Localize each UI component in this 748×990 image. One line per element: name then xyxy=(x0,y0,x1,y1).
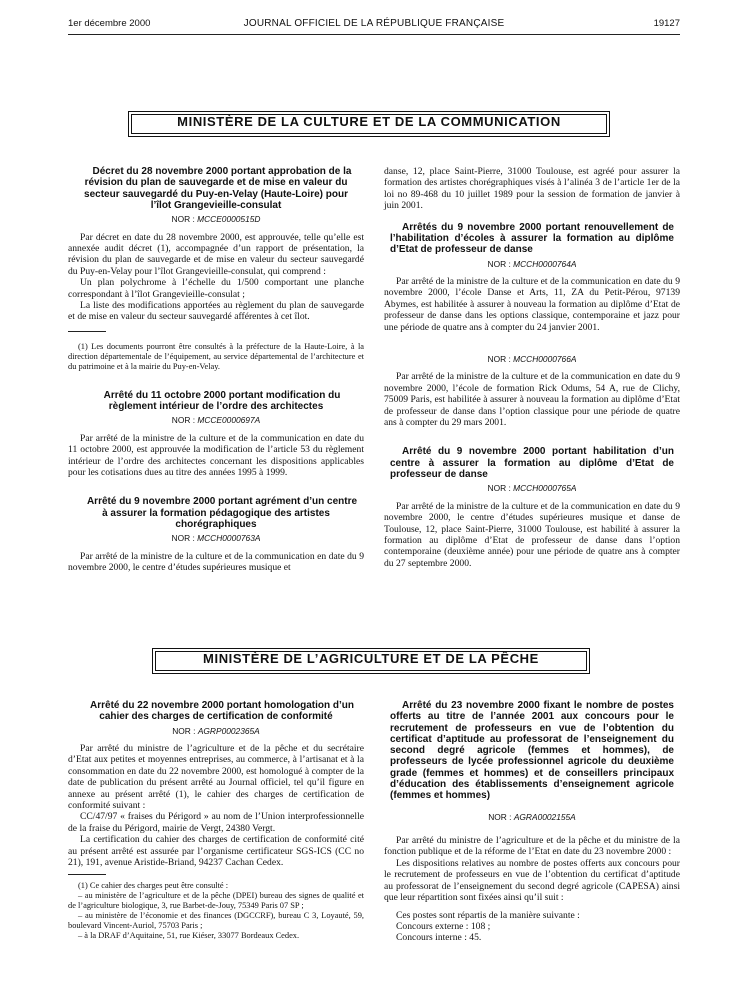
arrete-habilitation-nor: NOR : MCCH0000765A xyxy=(487,483,577,494)
column-agriculture-right xyxy=(384,700,680,944)
arrete-homologation-para-3: La certification du cahier des charges de certification de conformité cité au présent arrêté est assurée par l’organisme certificateur SGS-ICS (CC no 21), 191, avenue Aristide-Briand, 94237 Cachan Cedex. xyxy=(68,834,364,869)
arrete-concours-externe: Concours externe : 108 ; xyxy=(396,920,491,932)
decree-puy-nor: NOR : MCCE0000515D xyxy=(171,214,261,225)
arrete-choregraphiques-continued: danse, 12, place Saint-Pierre, 31000 Toulouse, est agréé pour assurer la formation des artistes chorégraphiques visés à l’alinéa 3 de l’article 1er de la loi no 89-468 du 10 juillet 1989 pour la session de formation de janvier à juin 2001. xyxy=(384,166,680,212)
arrete-concours-interne: Concours interne : 45. xyxy=(396,932,482,944)
arrete-habilitation-para: Par arrêté de la ministre de la culture et de la communication en date du 9 novembre 2000, le centre d’études supérieures musique et danse de Toulouse, 12, place Saint-Pierre, 31000 Toulouse, est habilité à assurer la formation au diplôme d’Etat de professeur de danse dans l’option contemporaine (deuxième année) pour une période de quatre ans à compter du 27 septembre 2000. xyxy=(384,500,680,569)
arrete-homologation-title: Arrêté du 22 novembre 2000 portant homologation d’un cahier des charges de certification de conformité xyxy=(90,700,354,723)
decree-puy-para-3: La liste des modifications apportées au règlement du plan de sauvegarde et de mise en valeur du secteur sauvegardé afférentes à cet îlot. xyxy=(68,300,364,323)
ministry-culture-title: MINISTÈRE DE LA CULTURE ET DE LA COMMUNICATION xyxy=(177,114,561,129)
arretes-renouvellement-nor: NOR : MCCH0000764A xyxy=(487,258,577,269)
arrete-homologation-footnote: (1) Ce cahier des charges peut être consulté : – au ministère de l’agriculture et de la pêche (DPEI) bureau des signes de qualité et de l’agriculture biologique, 3, rue Barbet-de-Jouy, 75349 Paris 07 SP ; – au ministère de l’économie et des finances (DGCCRF), bureau C 3, Loyauté, 59, boulevard Vincent-Auriol, 75703 Paris ; – à la DRAF d’Aquitaine, 51, rue Kiéser, 33077 Bordeaux Cedex. xyxy=(68,881,364,941)
arrete-concours-title: Arrêté du 23 novembre 2000 fixant le nombre de postes offerts au titre de l’année 2001 aux concours pour le recrutement de professeurs en vue de l’obtention du certificat d’aptitude au professorat de l’enseignement du second degré agricole (femmes et hommes), de professeurs de lycée professionnel agricole du deuxième grade (femmes et hommes) et de conseillers principaux d’éducation des établissements d’enseignement agricole (femmes et hommes) xyxy=(390,700,674,802)
arrete-architectes-title: Arrêté du 11 octobre 2000 portant modification du règlement intérieur de l’ordre des architectes xyxy=(103,389,341,413)
arrete-concours-para-2: Les dispositions relatives au nombre de postes offerts aux concours pour le recrutement de professeurs en vue de l’obtention du certificat d’aptitude au professorat de l’enseignement du second degré agricole (CAPESA) ainsi que leur répartition sont fixées ainsi qu’il suit : xyxy=(384,857,680,904)
header-date: 1er décembre 2000 xyxy=(68,18,151,29)
arrete-rick-odums-nor: NOR : MCCH0000766A xyxy=(487,353,577,364)
arrete-choregraphiques-nor: NOR : MCCH0000763A xyxy=(171,533,261,544)
arretes-renouvellement-title: Arrêtés du 9 novembre 2000 portant renouvellement de l’habilitation d’écoles à assurer la formation au diplôme d’Etat de professeur de danse xyxy=(390,221,674,256)
ministry-agriculture-title: MINISTÈRE DE L’AGRICULTURE ET DE LA PÊCHE xyxy=(203,651,539,666)
arrete-concours-para-3: Ces postes sont répartis de la manière suivante : xyxy=(396,909,580,921)
ministry-culture-heading xyxy=(128,111,610,137)
header-rule xyxy=(68,34,680,35)
arrete-rick-odums-para: Par arrêté de la ministre de la culture et de la communication en date du 9 novembre 2000, l’école de formation Rick Odums, 54 A, rue de Clichy, 75009 Paris, est habilitée à assurer à nouveau la formation au diplôme d’Etat de professeur de danse dans l’option classique pour une période de quatre ans à compter du 29 mars 2001. xyxy=(384,371,680,428)
arrete-choregraphiques-title: Arrêté du 9 novembre 2000 portant agrément d’un centre à assurer la formation pédagogique des artistes chorégraphiques xyxy=(86,496,358,531)
header-page-number: 19127 xyxy=(653,18,680,29)
decree-puy-footnote: (1) Les documents pourront être consultés à la préfecture de la Haute-Loire, à la direction départementale de l’équipement, au service départemental de l’architecture et du patrimoine et à la mairie du Puy-en-Velay. xyxy=(68,341,364,371)
arrete-architectes-nor: NOR : MCCE0000697A xyxy=(171,415,261,426)
arrete-choregraphiques-para: Par arrêté de la ministre de la culture et de la communication en date du 9 novembre 2000, le centre d’études supérieures musique et xyxy=(68,550,364,574)
arrete-concours-nor: NOR : AGRA0002155A xyxy=(488,811,576,822)
arrete-concours-para-1: Par arrêté du ministre de l’agriculture et de la pêche et du ministre de la fonction publique et de la réforme de l’Etat en date du 23 novembre 2000 : xyxy=(384,835,680,858)
footnote-divider xyxy=(68,331,106,332)
decree-puy-en-velay-title: Décret du 28 novembre 2000 portant approbation de la révision du plan de sauvegarde et de mise en valeur du secteur sauvegardé du Puy-en-Velay (Haute-Loire) pour l’îlot Grangevieille-consulat xyxy=(84,166,352,211)
column-culture-right xyxy=(384,166,680,569)
footnote-divider xyxy=(68,874,106,875)
header-journal-title: JOURNAL OFFICIEL DE LA RÉPUBLIQUE FRANÇAISE xyxy=(243,18,505,29)
column-culture-left xyxy=(68,166,364,574)
arrete-homologation-para-2: CC/47/97 « fraises du Périgord » au nom de l’Union interprofessionnelle de la fraise du Périgord, mairie de Vergt, 24380 Vergt. xyxy=(68,811,364,834)
decree-puy-para-1: Par décret en date du 28 novembre 2000, est approuvée, telle qu’elle est annexée audit décret (1), accompagnée d’un rapport de présentation, la révision du plan de sauvegarde et de mise en valeur du secteur sauvegardé du Puy-en-Velay pour l’îlot Grangevieille-consulat, qui comprend : xyxy=(68,231,364,277)
decree-puy-para-2: Un plan polychrome à l’échelle du 1/500 comportant une planche correspondant à l’îlot Grangevieille-consulat ; xyxy=(68,277,364,300)
column-agriculture-left xyxy=(68,700,364,941)
arrete-danse-et-arts-para: Par arrêté de la ministre de la culture et de la communication en date du 9 novembre 2000, l’école Danse et Arts, 11, ZA du Petit-Pérou, 97139 Abymes, est habilitée à assurer à nouveau la formation au diplôme d’Etat de professeur de danse dans les options classique, contemporaine et jazz pour une période de quatre ans à compter du 24 janvier 2001. xyxy=(384,275,680,333)
ministry-agriculture-heading xyxy=(152,648,590,674)
arrete-architectes-para: Par arrêté de la ministre de la culture et de la communication en date du 11 octobre 2000, est approuvée la modification de l’article 53 du règlement intérieur de l’ordre des architectes concernant les dispositions applicables pour les cotisations dues au titre des années 1995 à 1999. xyxy=(68,432,364,479)
page-header xyxy=(68,18,680,32)
arrete-homologation-nor: NOR : AGRP0002365A xyxy=(172,725,260,736)
arrete-homologation-para-1: Par arrêté du ministre de l’agriculture et de la pêche et du secrétaire d’Etat aux petites et moyennes entreprises, au commerce, à l’artisanat et à la consommation en date du 22 novembre 2000, est homologué à compter de la date de publication du présent arrêté au Journal officiel, tel qu’il figure en annexe au présent arrêté (1), le cahier des charges de certification de conformité suivant : xyxy=(68,743,364,812)
arrete-habilitation-title: Arrêté du 9 novembre 2000 portant habilitation d’un centre à assurer la formation au diplôme d’Etat de professeur de danse xyxy=(390,446,674,480)
